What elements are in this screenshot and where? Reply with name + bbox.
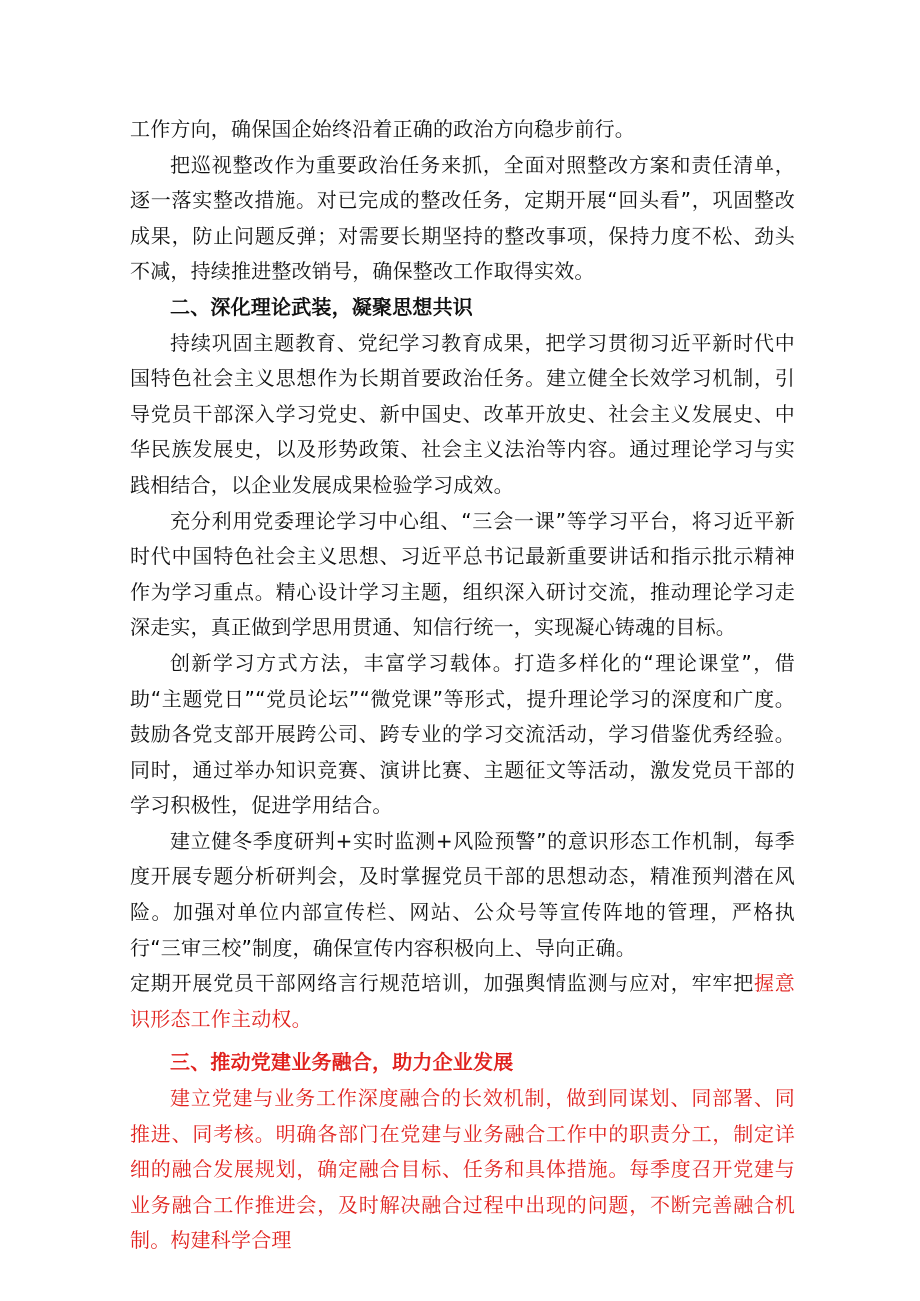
document-page (130, 112, 795, 1259)
paragraph-study-2: 充分利用党委理论学习中心组、“三会一课”等学习平台，将习近平新时代中国特色社会主义思想、习近平总书记最新重要讲话和指示批示精神作为学习重点。精心设计学习主题，组织深入研讨交流，推动理论学习走深走实，真正做到学思用贯通、知信行统一，实现凝心铸魂的目标。 (130, 508, 795, 640)
paragraph-network (130, 966, 795, 1037)
paragraph-network-highlight: 握意识形态工作主动权。 (130, 971, 795, 1031)
paragraph-integration: 建立党建与业务工作深度融合的长效机制，做到同谋划、同部署、同推进、同考核。明确各部门在党建与业务融合工作中的职责分工，制定详细的融合发展规划，确定融合目标、任务和具体措施。每季度召开党建与业务融合工作推进会，及时解决融合过程中出现的问题，不断完善融合机制。构建科学合理 (130, 1086, 795, 1253)
paragraph-continuation: 工作方向，确保国企始终沿着正确的政治方向稳步前行。 (130, 117, 635, 141)
paragraph-network-text: 定期开展党员干部网络言行规范培训，加强舆情监测与应对，牢牢把 (130, 971, 754, 996)
paragraph-ideology: 建立健冬季度研判+实时监测+风险预警”的意识形态工作机制，每季度开展专题分析研判会，及时掌握党员干部的思想动态，精准预判潜在风险。加强对单位内部宣传栏、网站、公众号等宣传阵地的管理，严格执行“三审三校”制度，确保宣传内容积极向上、导向正确。 (130, 828, 795, 960)
paragraph-study-3: 创新学习方式方法，丰富学习载体。打造多样化的“理论课堂”，借助“主题党日”“党员论坛”“微党课”等形式，提升理论学习的深度和广度。鼓励各党支部开展跨公司、跨专业的学习交流活动，学习借鉴优秀经验。同时，通过举办知识竞赛、演讲比赛、主题征文等活动，激发党员干部的学习积极性，促进学用结合。 (130, 650, 795, 818)
section-heading-3: 三、推动党建业务融合，助力企业发展 (170, 1050, 514, 1075)
paragraph-rectification: 把巡视整改作为重要政治任务来抓，全面对照整改方案和责任清单，逐一落实整改措施。对已完成的整改任务，定期开展“回头看”，巩固整改成果，防止问题反弹；对需要长期坚持的整改事项，保持力度不松、劲头不减，持续推进整改销号，确保整改工作取得实效。 (130, 152, 795, 284)
section-heading-2: 二、深化理论武装，凝聚思想共识 (170, 294, 473, 319)
paragraph-study-1: 持续巩固主题教育、党纪学习教育成果，把学习贯彻习近平新时代中国特色社会主义思想作为长期首要政治任务。建立健全长效学习机制，引导党员干部深入学习党史、新中国史、改革开放史、社会主义发展史、中华民族发展史，以及形势政策、社会主义法治等内容。通过理论学习与实践相结合，以企业发展成果检验学习成效。 (130, 330, 795, 497)
